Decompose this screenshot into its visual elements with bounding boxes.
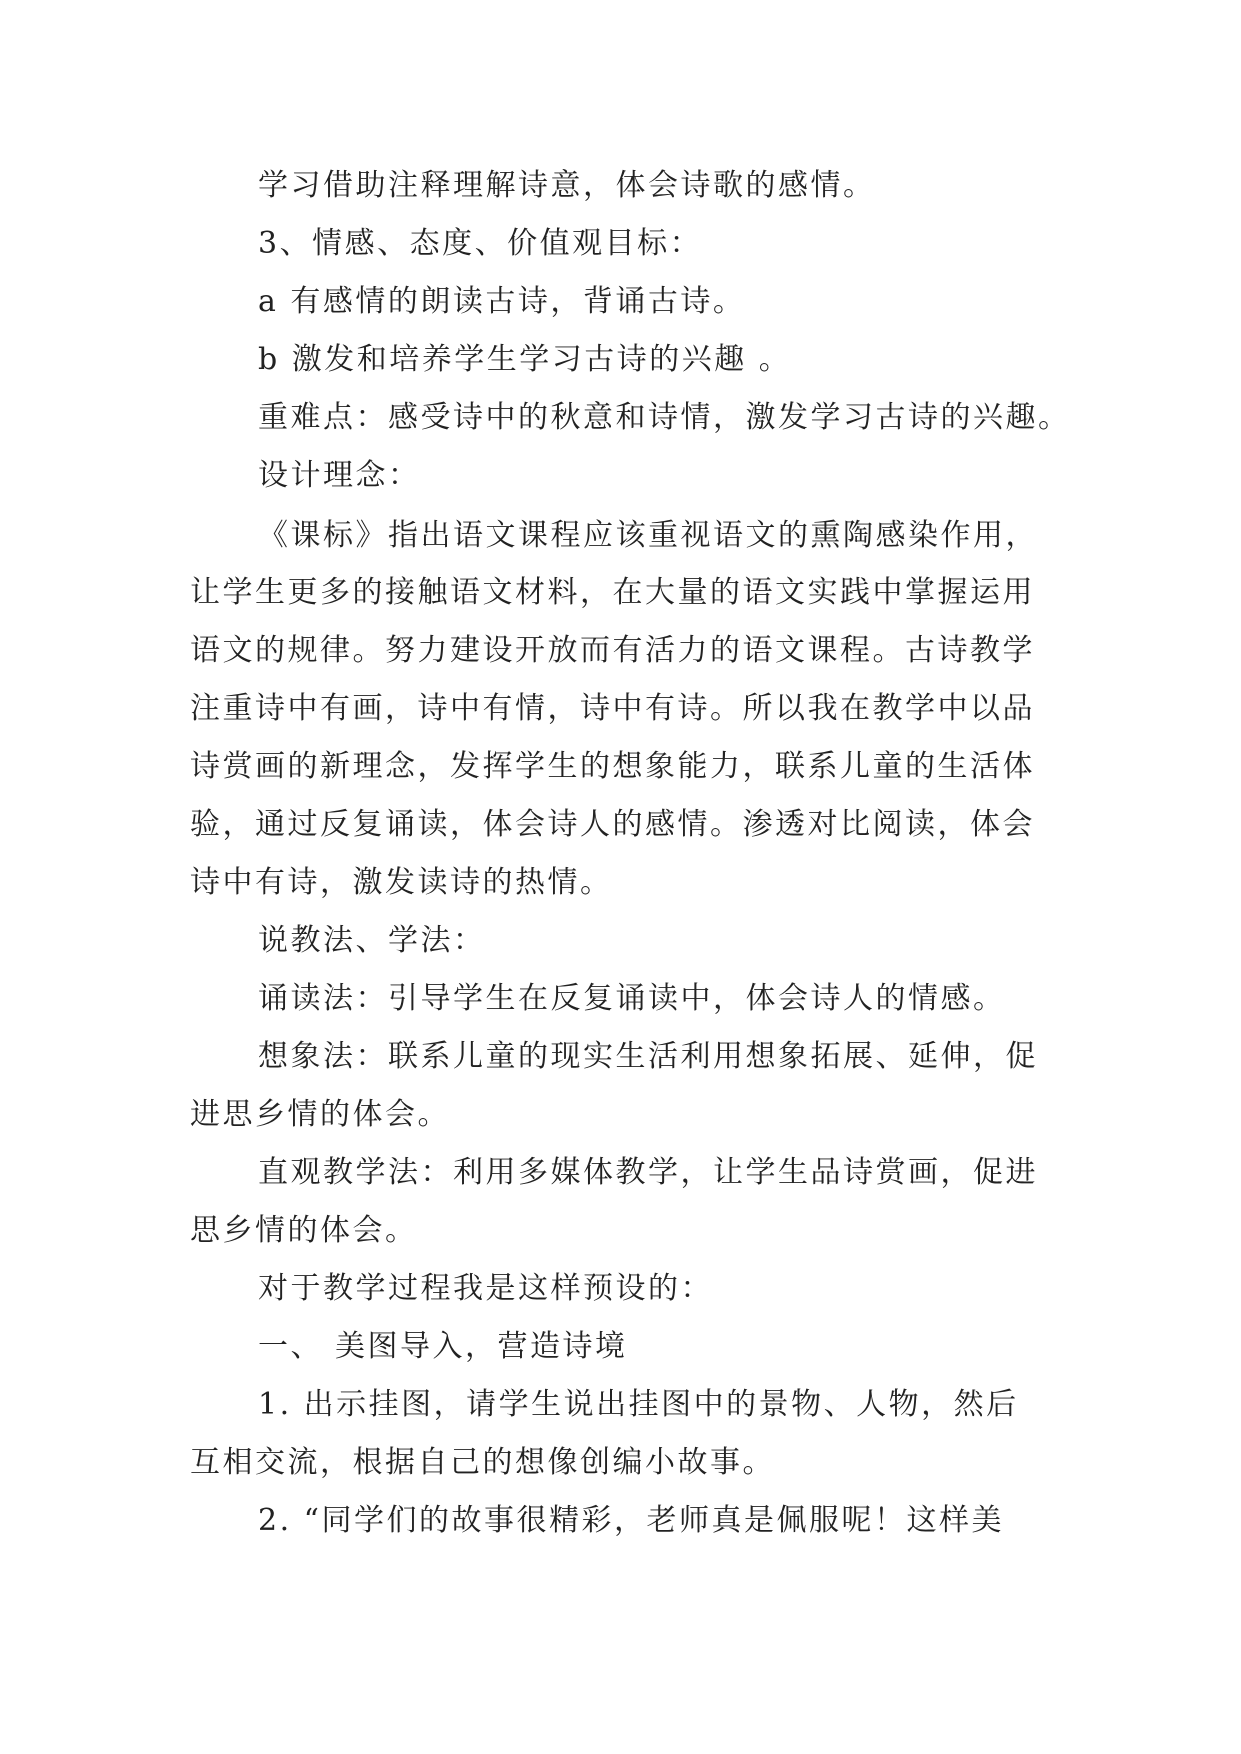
text-line: 语文的规律。努力建设开放而有活力的语文课程。古诗教学	[190, 633, 1035, 668]
text-line: 诗中有诗，激发读诗的热情。	[190, 865, 613, 900]
text-line: 设计理念：	[258, 458, 421, 493]
text-line: 互相交流，根据自己的想像创编小故事。	[190, 1445, 775, 1480]
text-line: 说教法、学法：	[258, 923, 486, 958]
text-line: 让学生更多的接触语文材料，在大量的语文实践中掌握运用	[190, 575, 1035, 610]
text-line: 《课标》指出语文课程应该重视语文的熏陶感染作用，	[258, 518, 1038, 553]
text-line: b 激发和培养学生学习古诗的兴趣 。	[258, 342, 792, 377]
text-line: 诵读法：引导学生在反复诵读中，体会诗人的情感。	[258, 981, 1006, 1016]
text-line: 直观教学法：利用多媒体教学，让学生品诗赏画，促进	[258, 1155, 1038, 1190]
text-line: 对于教学过程我是这样预设的：	[258, 1271, 713, 1306]
text-line: 学习借助注释理解诗意，体会诗歌的感情。	[258, 168, 876, 203]
text-line: 想象法：联系儿童的现实生活利用想象拓展、延伸，促	[258, 1039, 1038, 1074]
text-line: 进思乡情的体会。	[190, 1097, 450, 1132]
text-line: 一、 美图导入，营造诗境	[258, 1329, 628, 1364]
text-line: 3、情感、态度、价值观目标：	[258, 226, 703, 261]
text-line: 2. “同学们的故事很精彩，老师真是佩服呢！这样美	[258, 1503, 1004, 1538]
text-line: 诗赏画的新理念，发挥学生的想象能力，联系儿童的生活体	[190, 749, 1035, 784]
text-line: 重难点：感受诗中的秋意和诗情，激发学习古诗的兴趣。	[258, 400, 1071, 435]
text-line: a 有感情的朗读古诗，背诵古诗。	[258, 284, 746, 319]
text-line: 注重诗中有画，诗中有情，诗中有诗。所以我在教学中以品	[190, 691, 1035, 726]
text-line: 验，通过反复诵读，体会诗人的感情。渗透对比阅读，体会	[190, 807, 1035, 842]
text-line: 1. 出示挂图，请学生说出挂图中的景物、人物，然后	[258, 1387, 1019, 1422]
text-line: 思乡情的体会。	[190, 1213, 418, 1248]
